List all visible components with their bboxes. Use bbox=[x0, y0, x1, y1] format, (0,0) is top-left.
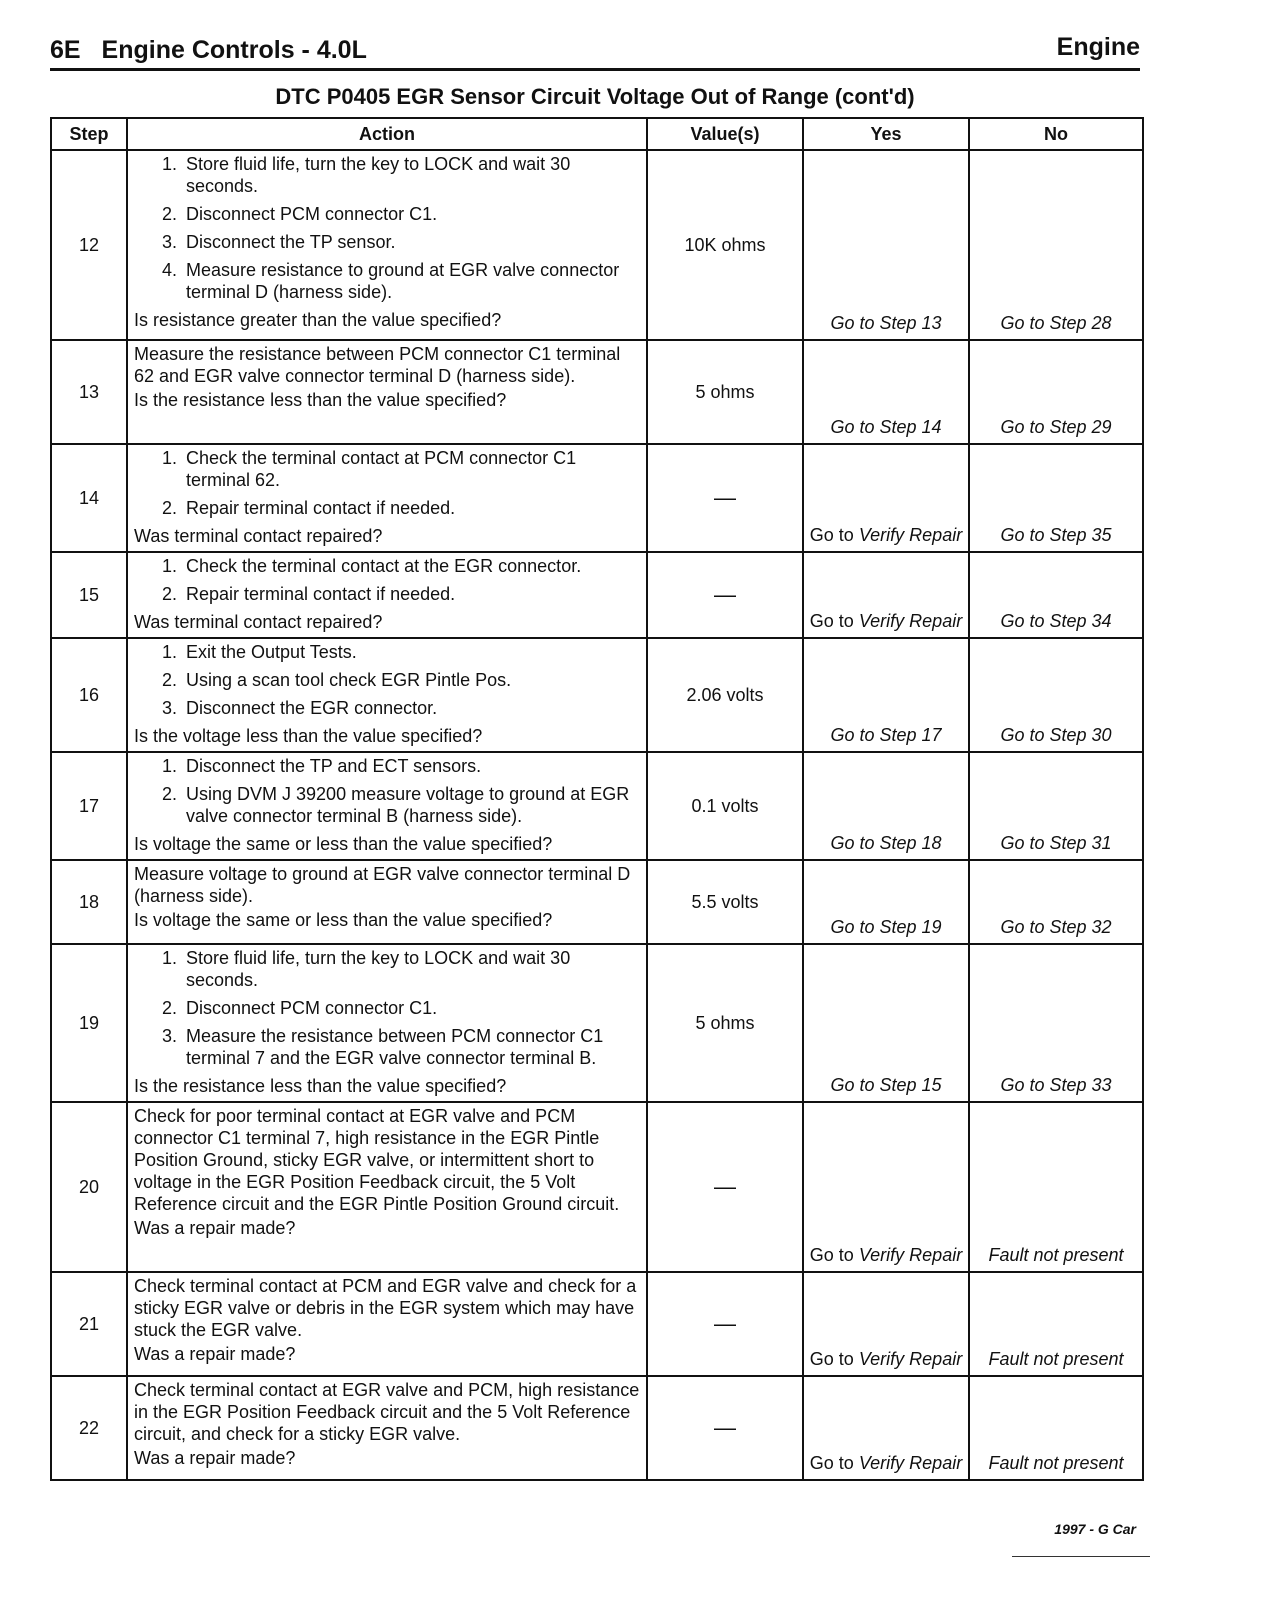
action-step: 2. Disconnect PCM connector C1. bbox=[182, 203, 642, 225]
table-row bbox=[51, 944, 1143, 1102]
col-header-no: No bbox=[969, 118, 1143, 150]
no-cell: Go to Step 34 bbox=[969, 552, 1143, 638]
action-step: 1. Store fluid life, turn the key to LOCK and wait 30 seconds. bbox=[182, 153, 642, 197]
yes-cell bbox=[803, 150, 969, 340]
no-cell: Go to Step 30 bbox=[969, 638, 1143, 752]
table-row bbox=[51, 1102, 1143, 1272]
action-cell bbox=[127, 752, 647, 860]
yes-prefix: Go to bbox=[809, 1245, 854, 1265]
action-step: 1. Exit the Output Tests. bbox=[182, 641, 642, 663]
step-number: 22 bbox=[51, 1376, 127, 1480]
action-question: Was terminal contact repaired? bbox=[134, 526, 383, 546]
yes-target: Verify Repair bbox=[858, 1245, 963, 1265]
table-row bbox=[51, 552, 1143, 638]
step-number: 15 bbox=[51, 552, 127, 638]
action-steps bbox=[134, 555, 642, 605]
yes-target: Go to Step 14 bbox=[830, 417, 942, 437]
action-text: Measure voltage to ground at EGR valve connector terminal D (harness side). bbox=[134, 864, 631, 906]
col-header-step: Step bbox=[51, 118, 127, 150]
step-number: 16 bbox=[51, 638, 127, 752]
no-cell: Go to Step 32 bbox=[969, 860, 1143, 944]
step-number: 14 bbox=[51, 444, 127, 552]
yes-cell bbox=[803, 1272, 969, 1376]
value-cell: — bbox=[647, 1102, 803, 1272]
table-row bbox=[51, 150, 1143, 340]
action-cell bbox=[127, 1272, 647, 1376]
action-question: Is the voltage less than the value specified? bbox=[134, 726, 483, 746]
yes-cell bbox=[803, 1376, 969, 1480]
action-question: Is the resistance less than the value specified? bbox=[134, 390, 507, 410]
value-cell: — bbox=[647, 1376, 803, 1480]
value-cell: — bbox=[647, 1272, 803, 1376]
action-step: 2. Disconnect PCM connector C1. bbox=[182, 997, 642, 1019]
action-step: 2. Using DVM J 39200 measure voltage to ground at EGR valve connector terminal B (harness side). bbox=[182, 783, 642, 827]
yes-cell bbox=[803, 552, 969, 638]
action-question: Is resistance greater than the value specified? bbox=[134, 310, 502, 330]
step-number: 19 bbox=[51, 944, 127, 1102]
table-row bbox=[51, 860, 1143, 944]
action-step: 2. Using a scan tool check EGR Pintle Pos. bbox=[182, 669, 642, 691]
col-header-yes: Yes bbox=[803, 118, 969, 150]
step-number: 17 bbox=[51, 752, 127, 860]
action-text: Check terminal contact at PCM and EGR valve and check for a sticky EGR valve or debris in the EGR system which may have stuck the EGR valve. bbox=[134, 1276, 637, 1340]
action-question: Was terminal contact repaired? bbox=[134, 612, 383, 632]
yes-prefix: Go to bbox=[809, 1453, 854, 1473]
action-step: 1. Check the terminal contact at PCM connector C1 terminal 62. bbox=[182, 447, 642, 491]
no-cell: Fault not present bbox=[969, 1376, 1143, 1480]
table-row bbox=[51, 638, 1143, 752]
no-cell: Go to Step 29 bbox=[969, 340, 1143, 444]
table-row bbox=[51, 1376, 1143, 1480]
value-cell: 0.1 volts bbox=[647, 752, 803, 860]
yes-target: Go to Step 15 bbox=[830, 1075, 942, 1095]
yes-target: Go to Step 13 bbox=[830, 313, 942, 333]
table-title: DTC P0405 EGR Sensor Circuit Voltage Out of Range (cont'd) bbox=[275, 84, 915, 109]
table-header-row bbox=[51, 118, 1143, 150]
action-step: 2. Repair terminal contact if needed. bbox=[182, 497, 642, 519]
action-text: Check terminal contact at EGR valve and PCM, high resistance in the EGR Position Feedback circuit and the 5 Volt Reference circuit, and check for a sticky EGR valve. bbox=[134, 1380, 640, 1444]
footer-rule bbox=[1012, 1556, 1150, 1557]
step-number: 18 bbox=[51, 860, 127, 944]
diagnostic-table bbox=[50, 117, 1144, 1481]
action-question: Was a repair made? bbox=[134, 1344, 296, 1364]
value-cell: 2.06 volts bbox=[647, 638, 803, 752]
yes-target: Verify Repair bbox=[858, 611, 963, 631]
step-number: 13 bbox=[51, 340, 127, 444]
action-cell bbox=[127, 150, 647, 340]
action-question: Was a repair made? bbox=[134, 1448, 296, 1468]
action-step: 1. Check the terminal contact at the EGR connector. bbox=[182, 555, 642, 577]
no-cell: Go to Step 35 bbox=[969, 444, 1143, 552]
yes-cell bbox=[803, 444, 969, 552]
no-cell: Fault not present bbox=[969, 1102, 1143, 1272]
action-text: Measure the resistance between PCM connector C1 terminal 62 and EGR valve connector terminal D (harness side). bbox=[134, 344, 621, 386]
no-cell: Go to Step 31 bbox=[969, 752, 1143, 860]
value-cell: — bbox=[647, 552, 803, 638]
table-body bbox=[51, 150, 1143, 1480]
page-footer: 1997 - G Car bbox=[1054, 1521, 1136, 1537]
action-step: 3. Disconnect the TP sensor. bbox=[182, 231, 642, 253]
yes-target: Go to Step 18 bbox=[830, 833, 942, 853]
action-question: Is voltage the same or less than the value specified? bbox=[134, 834, 553, 854]
value-cell: 10K ohms bbox=[647, 150, 803, 340]
no-cell: Fault not present bbox=[969, 1272, 1143, 1376]
value-cell: 5 ohms bbox=[647, 340, 803, 444]
yes-target: Verify Repair bbox=[858, 1349, 963, 1369]
yes-cell bbox=[803, 944, 969, 1102]
yes-cell bbox=[803, 860, 969, 944]
action-text: Check for poor terminal contact at EGR valve and PCM connector C1 terminal 7, high resistance in the EGR Pintle Position Ground, sticky EGR valve, or intermittent short to voltage in the EGR Position Feedback circuit, the 5 Volt Reference circuit and the EGR Pintle Position Ground circuit. bbox=[134, 1106, 620, 1214]
value-cell: — bbox=[647, 444, 803, 552]
action-question: Is voltage the same or less than the value specified? bbox=[134, 910, 553, 930]
yes-target: Go to Step 19 bbox=[830, 917, 942, 937]
yes-prefix: Go to bbox=[809, 611, 854, 631]
action-cell bbox=[127, 340, 647, 444]
yes-prefix: Go to bbox=[809, 1349, 854, 1369]
table-row bbox=[51, 1272, 1143, 1376]
page-header bbox=[50, 34, 1140, 71]
action-step: 1. Disconnect the TP and ECT sensors. bbox=[182, 755, 642, 777]
value-cell: 5 ohms bbox=[647, 944, 803, 1102]
action-cell bbox=[127, 860, 647, 944]
no-cell: Go to Step 33 bbox=[969, 944, 1143, 1102]
action-steps bbox=[134, 447, 642, 519]
action-steps bbox=[134, 153, 642, 303]
yes-target: Go to Step 17 bbox=[830, 725, 942, 745]
header-left bbox=[50, 36, 367, 65]
action-question: Is the resistance less than the value specified? bbox=[134, 1076, 507, 1096]
action-step: 2. Repair terminal contact if needed. bbox=[182, 583, 642, 605]
col-header-values: Value(s) bbox=[647, 118, 803, 150]
yes-prefix: Go to bbox=[809, 525, 854, 545]
step-number: 20 bbox=[51, 1102, 127, 1272]
action-step: 3. Disconnect the EGR connector. bbox=[182, 697, 642, 719]
yes-target: Verify Repair bbox=[858, 1453, 963, 1473]
header-category: Engine bbox=[1056, 33, 1140, 61]
table-row bbox=[51, 444, 1143, 552]
action-step: 4. Measure resistance to ground at EGR valve connector terminal D (harness side). bbox=[182, 259, 642, 303]
col-header-action: Action bbox=[127, 118, 647, 150]
action-cell bbox=[127, 1102, 647, 1272]
step-number: 21 bbox=[51, 1272, 127, 1376]
yes-cell bbox=[803, 1102, 969, 1272]
action-cell bbox=[127, 1376, 647, 1480]
section-title: Engine Controls - 4.0L bbox=[101, 36, 367, 64]
step-number: 12 bbox=[51, 150, 127, 340]
action-steps bbox=[134, 947, 642, 1069]
yes-cell bbox=[803, 752, 969, 860]
section-number: 6E bbox=[50, 36, 81, 64]
yes-cell bbox=[803, 340, 969, 444]
action-step: 1. Store fluid life, turn the key to LOCK and wait 30 seconds. bbox=[182, 947, 642, 991]
action-cell bbox=[127, 944, 647, 1102]
value-cell: 5.5 volts bbox=[647, 860, 803, 944]
table-row bbox=[51, 752, 1143, 860]
action-cell bbox=[127, 638, 647, 752]
action-cell bbox=[127, 444, 647, 552]
action-steps bbox=[134, 755, 642, 827]
yes-target: Verify Repair bbox=[858, 525, 963, 545]
action-cell bbox=[127, 552, 647, 638]
no-cell: Go to Step 28 bbox=[969, 150, 1143, 340]
yes-cell bbox=[803, 638, 969, 752]
action-steps bbox=[134, 641, 642, 719]
table-row bbox=[51, 340, 1143, 444]
action-question: Was a repair made? bbox=[134, 1218, 296, 1238]
action-step: 3. Measure the resistance between PCM connector C1 terminal 7 and the EGR valve connector terminal B. bbox=[182, 1025, 642, 1069]
